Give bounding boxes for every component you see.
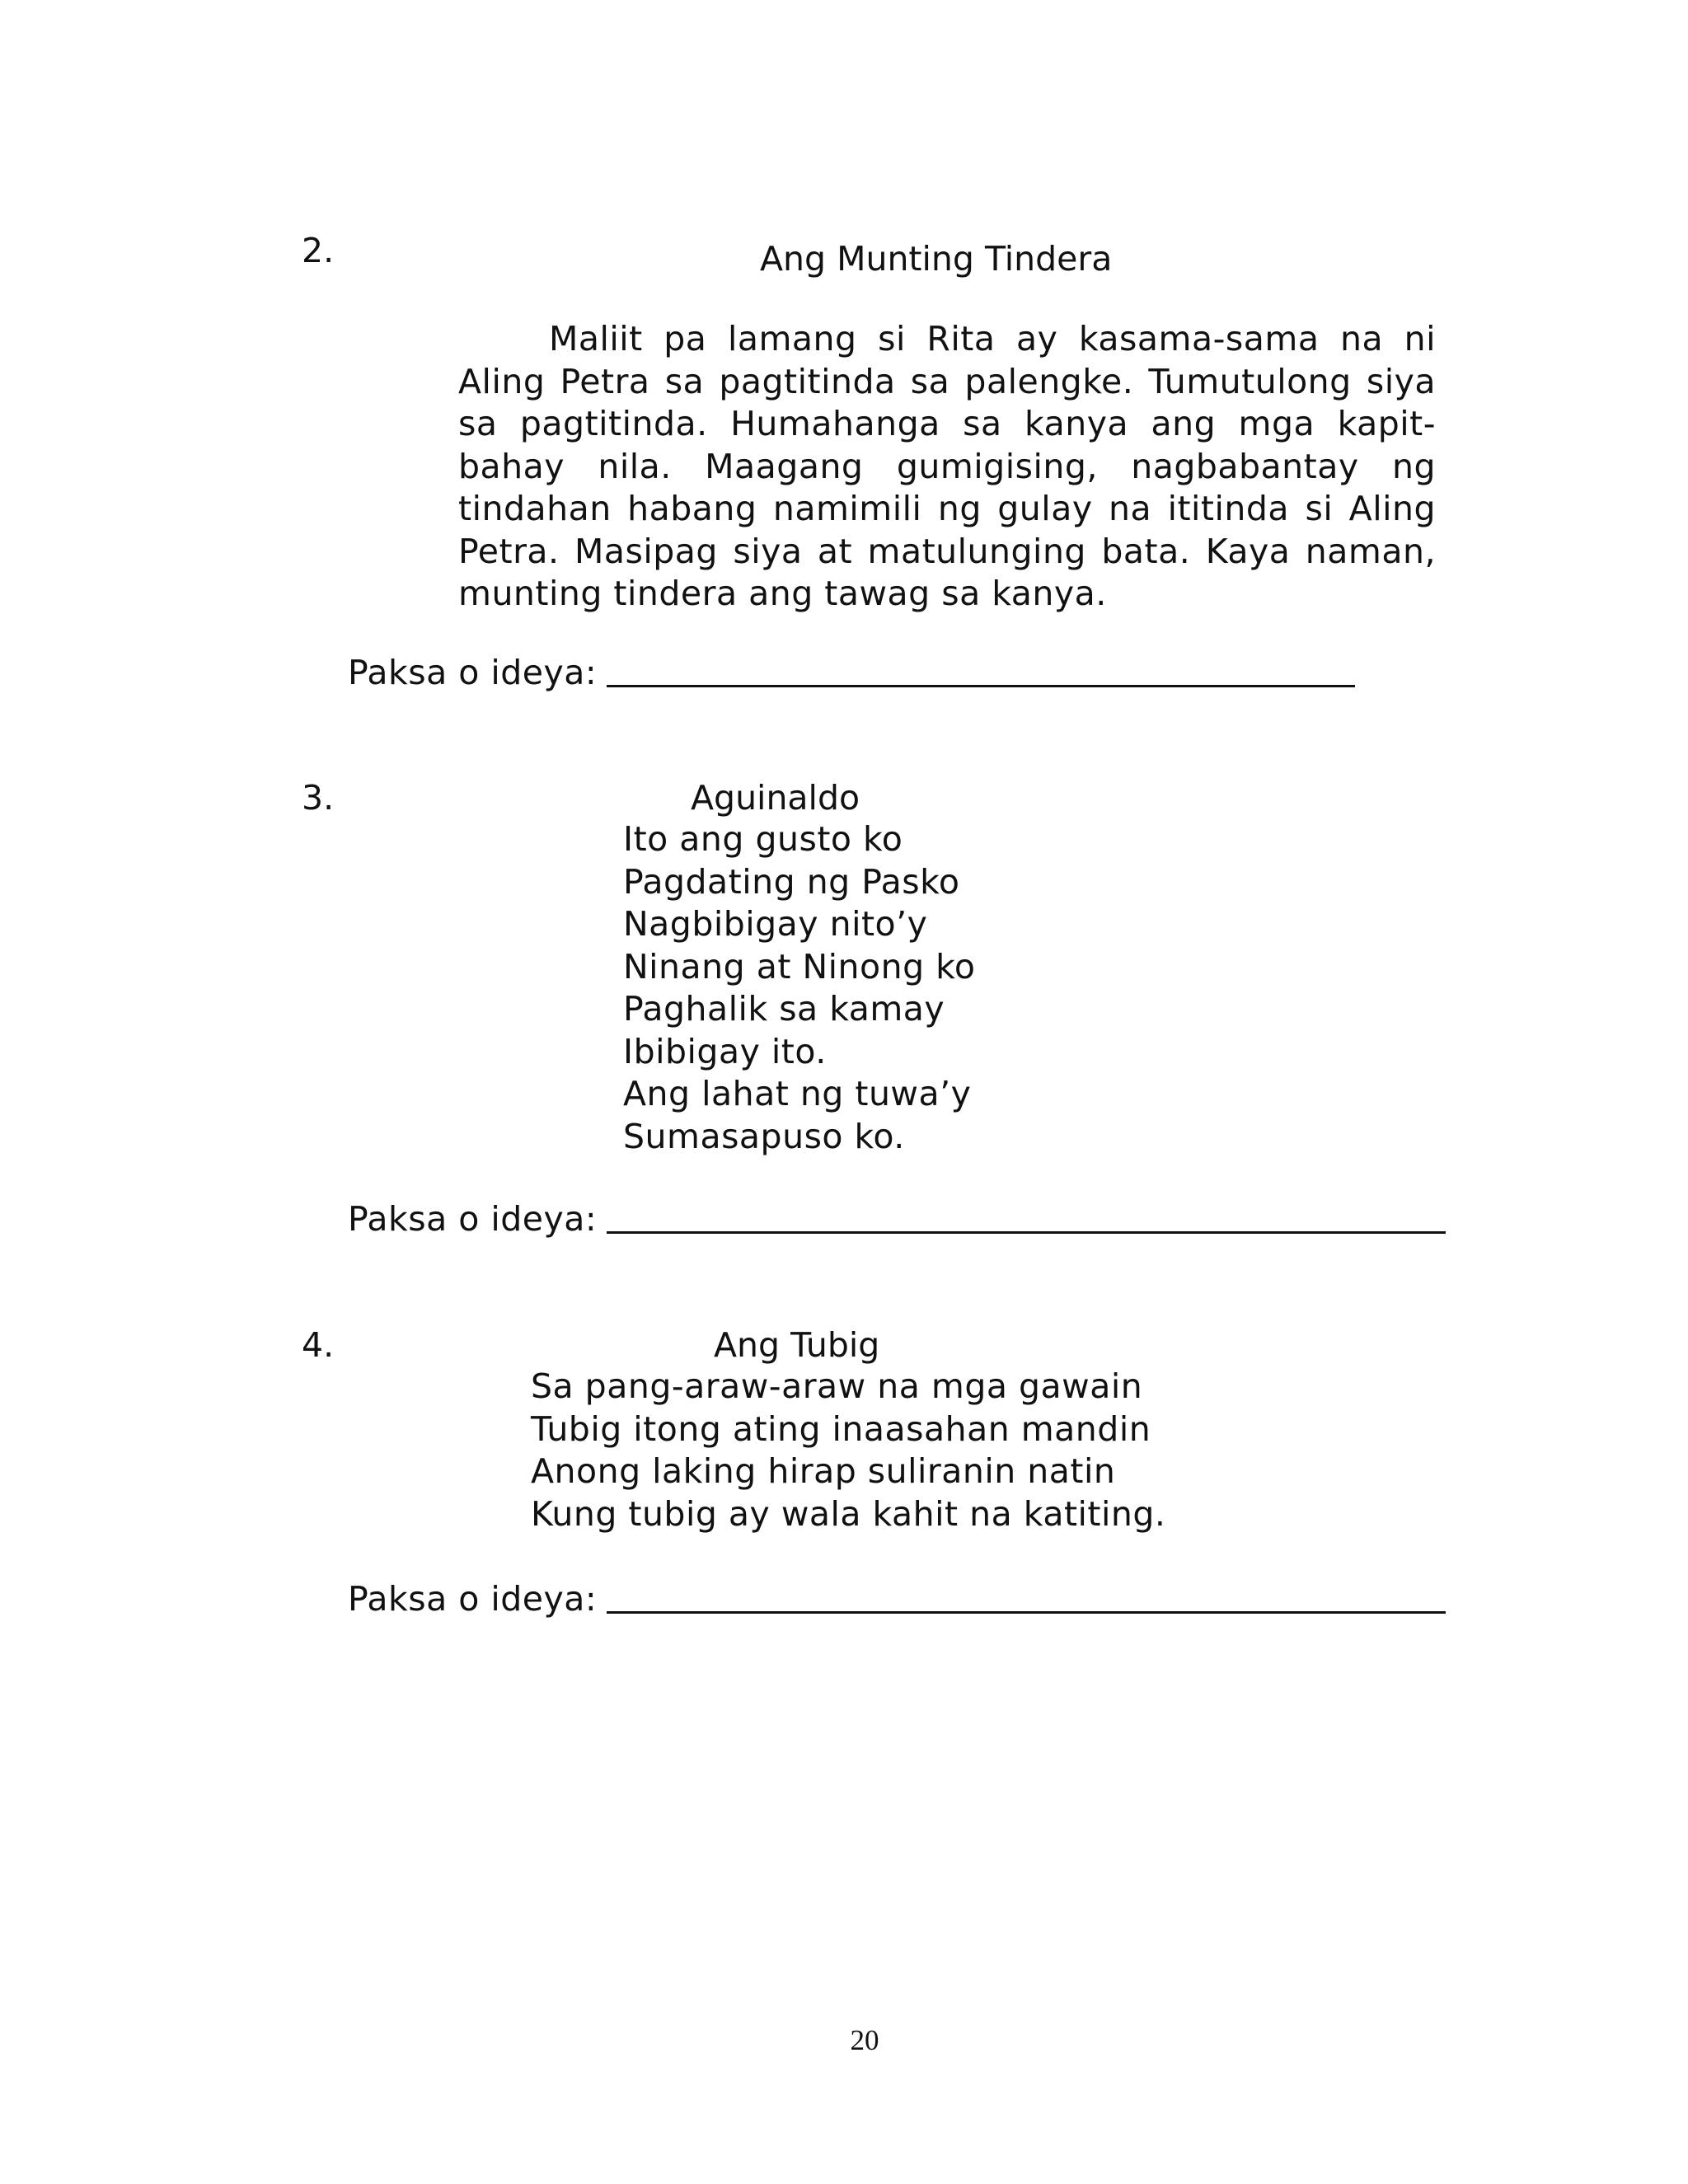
story-paragraph	[458, 318, 1436, 616]
poem-line: Tubig itong ating inaasahan mandin	[531, 1408, 1151, 1449]
answer-blank-line[interactable]	[607, 683, 1355, 687]
poem-line: Paghalik sa kamay	[623, 989, 945, 1029]
answer-blank-line[interactable]	[607, 1610, 1446, 1614]
item-number: 3.	[302, 778, 335, 818]
poem-title: Aguinaldo	[691, 778, 860, 818]
poem-line: Ito ang gusto ko	[623, 819, 903, 859]
answer-label: Paksa o ideya:	[348, 1579, 598, 1619]
poem-body	[623, 818, 976, 1158]
poem-line: Ibibigay ito.	[623, 1031, 827, 1071]
answer-row	[348, 1577, 1446, 1620]
paragraph-line: sa pagtitinda. Humahanga sa kanya ang mga kapit-	[458, 404, 1436, 443]
poem-title: Ang Tubig	[714, 1325, 880, 1365]
answer-blank-line[interactable]	[607, 1230, 1446, 1234]
answer-label: Paksa o ideya:	[348, 1199, 598, 1239]
answer-row	[348, 1197, 1446, 1240]
story-title: Ang Munting Tindera	[760, 239, 1113, 279]
answer-label: Paksa o ideya:	[348, 653, 598, 692]
poem-body	[531, 1366, 1165, 1535]
poem-line: Ang lahat ng tuwa’y	[623, 1074, 972, 1113]
paragraph-line: Petra. Masipag siya at matulunging bata. Kaya naman,	[458, 531, 1436, 571]
page-number: 20	[850, 2024, 879, 2056]
answer-row	[348, 651, 1355, 694]
poem-line: Sumasapuso ko.	[623, 1116, 905, 1156]
paragraph-line: bahay nila. Maagang gumigising, nagbabantay ng	[458, 446, 1436, 486]
poem-line: Nagbibigay nito’y	[623, 904, 928, 944]
poem-line: Ninang at Ninong ko	[623, 946, 976, 987]
paragraph-line: Maliit pa lamang si Rita ay kasama-sama na ni	[549, 319, 1436, 359]
poem-line: Pagdating ng Pasko	[623, 861, 960, 902]
paragraph-line: tindahan habang namimili ng gulay na ititinda si Aling	[458, 489, 1436, 528]
paragraph-line: Aling Petra sa pagtitinda sa palengke. Tumutulong siya	[458, 361, 1436, 401]
item-number: 2.	[302, 231, 335, 270]
item-number: 4.	[302, 1325, 335, 1365]
poem-line: Anong laking hirap suliranin natin	[531, 1451, 1116, 1491]
poem-line: Kung tubig ay wala kahit na katiting.	[531, 1493, 1166, 1534]
paragraph-line: munting tindera ang tawag sa kanya.	[458, 574, 1107, 613]
poem-line: Sa pang-araw-araw na mga gawain	[531, 1366, 1143, 1406]
